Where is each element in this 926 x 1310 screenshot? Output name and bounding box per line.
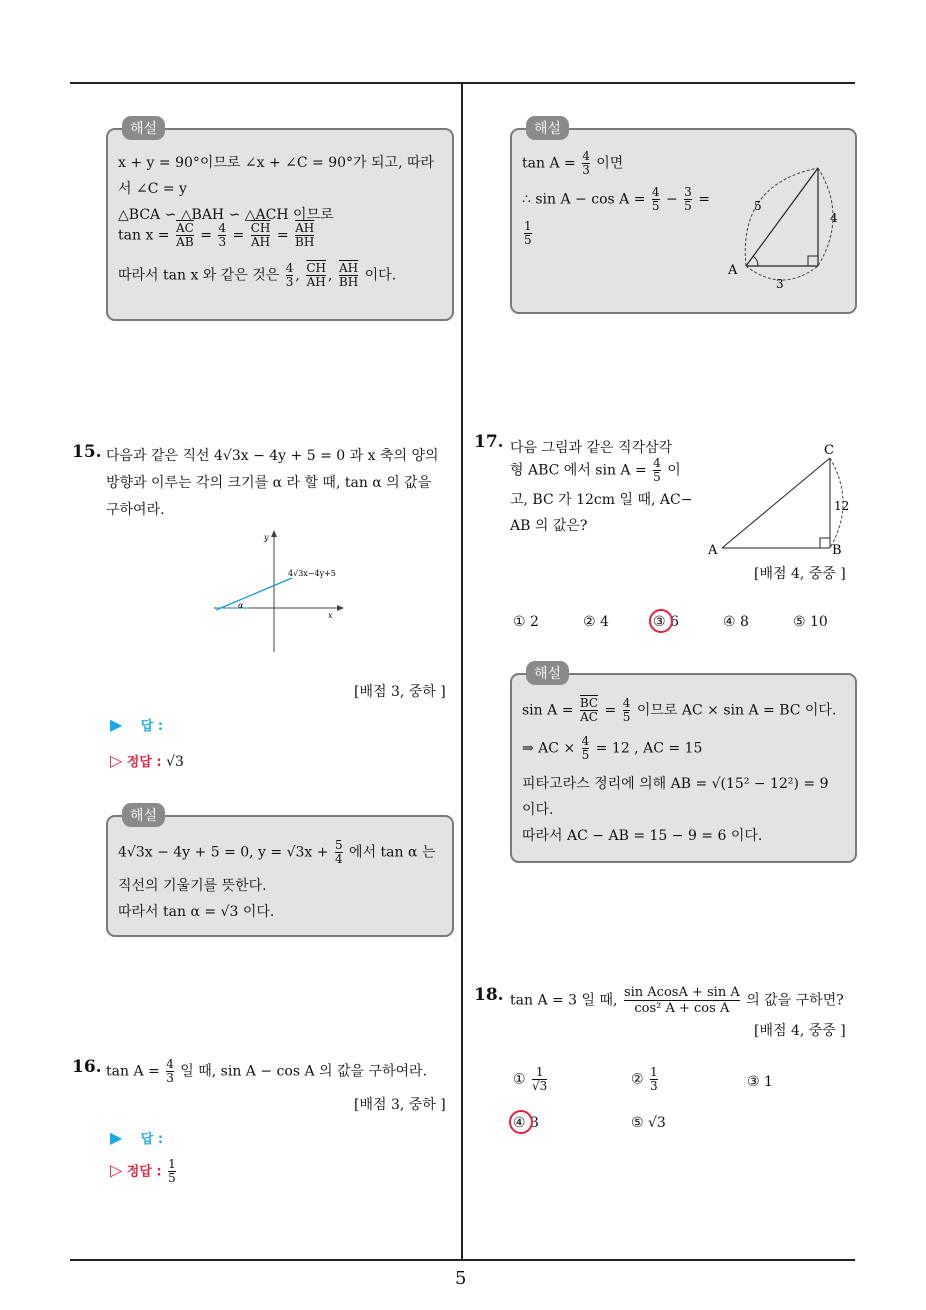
fraction: $\frac{1}{5}$ xyxy=(524,219,532,247)
q18-text: tan A = 3 일 때, $\frac{\text{sin AcosA + sin A}}{\text{cos² A + cos A}}$ 의 값을 구하면? xyxy=(510,985,844,1016)
q16-sol-line3 xyxy=(522,220,534,247)
question-number: 15. xyxy=(72,442,102,462)
option-5[interactable]: ⑤ 10 xyxy=(793,614,828,630)
q14-sol-line2: 서 ∠C = y xyxy=(118,181,187,197)
vertex-c-label: C xyxy=(824,443,834,458)
fraction: $\frac{3}{5}$ xyxy=(684,185,692,213)
correct-label: 정답 : xyxy=(126,1164,162,1180)
vertex-label: A xyxy=(728,263,738,278)
q14-sol-line4: tan x = $\frac{\overline{AC}}{AB}$ = $\frac{4}{3}$ = $\frac{\overline{CH}}{AH}$ = $\frac{\overline{AH}}{BH}$ xyxy=(118,221,315,249)
q17-sol-line1: sin A = $\frac{\overline{BC}}{AC}$ = $\frac{4}{5}$ 이므로 AC × sin A = BC 이다. xyxy=(522,696,837,724)
q17-sol-line5: 따라서 AC − AB = 15 − 9 = 6 이다. xyxy=(522,828,763,844)
selected-answer-circle xyxy=(509,1110,533,1134)
x-axis-label: x xyxy=(328,611,333,620)
fraction: $\frac{\overline{CH}}{AH}$ xyxy=(250,221,271,249)
fraction: $\frac{4}{3}$ xyxy=(582,149,590,177)
correct-value: $\frac{1}{5}$ xyxy=(168,1157,176,1185)
arrow-filled-icon: ▶ xyxy=(110,715,123,734)
q17-meta: [배점 4, 중중 ] xyxy=(754,566,846,582)
q15-solution-box xyxy=(106,808,454,937)
q14-sol-line5: 따라서 tan x 와 같은 것은 $\frac{4}{3}$ , $\frac{\overline{CH}}{AH}$ , $\frac{\overline{AH}}{BH}$ 이다. xyxy=(118,261,397,289)
q14-solution-box xyxy=(106,121,454,321)
q16-sol-line1: tan A = $\frac{4}{3}$ 이면 xyxy=(522,149,624,177)
q15-sol-line1: 4√3x − 4y + 5 = 0, y = √3x + $\frac{5}{4}$ 에서 tan α 는 xyxy=(118,838,436,866)
q15-sol-line2: 직선의 기울기를 뜻한다. xyxy=(118,878,267,894)
y-axis-label: y xyxy=(264,533,269,542)
q15-text-line1: 다음과 같은 직선 4√3x − 4y + 5 = 0 과 x 축의 양의 xyxy=(106,448,439,464)
fraction: $\frac{4}{5}$ xyxy=(653,456,661,484)
q15-graph xyxy=(210,528,360,658)
q17-text-line4: AB 의 값은? xyxy=(510,518,588,534)
solution-tag: 해설 xyxy=(526,116,569,140)
adjacent-label: 3 xyxy=(776,277,784,291)
fraction: $\frac{\overline{AH}}{BH}$ xyxy=(295,221,315,249)
answer-label: 답 : xyxy=(140,1132,164,1147)
solution-tag: 해설 xyxy=(122,803,165,827)
line-equation-label: 4√3x−4y+5 xyxy=(288,569,336,578)
fraction: $\frac{\overline{CH}}{AH}$ xyxy=(306,261,326,289)
tan-x-prefix: tan x = xyxy=(118,227,170,244)
answer-row xyxy=(110,1128,163,1147)
fraction: $\frac{4}{3}$ xyxy=(166,1057,174,1085)
fraction: $\frac{4}{3}$ xyxy=(218,221,227,249)
vertex-b-label: B xyxy=(832,543,842,558)
correct-answer-row xyxy=(110,751,184,770)
correct-value: √3 xyxy=(166,754,184,770)
q16-solution-box xyxy=(510,121,857,314)
question-number: 18. xyxy=(474,985,504,1005)
arrow-outline-icon: ▷ xyxy=(110,1160,123,1180)
fraction: $\frac{\overline{BC}}{AC}$ xyxy=(579,696,599,724)
option-4[interactable]: ④ 8 xyxy=(723,614,749,630)
option-4[interactable]: ④ 3 xyxy=(513,1115,539,1131)
solution-tag: 해설 xyxy=(122,116,165,140)
q16-sol-line2: ∴ sin A − cos A = $\frac{4}{5}$ − $\frac{3}{5}$ = xyxy=(522,185,710,213)
fraction: $\frac{1}{3}$ xyxy=(650,1065,658,1093)
question-number: 17. xyxy=(474,432,504,452)
fraction: $\frac{\overline{AH}}{BH}$ xyxy=(338,261,359,289)
opposite-label: 4 xyxy=(830,211,838,225)
q17-sol-line2: ⇒ AC × $\frac{4}{5}$ = 12 , AC = 15 xyxy=(522,734,703,762)
option-marker: ① xyxy=(513,1071,526,1088)
q15-sol-line3: 따라서 tan α = √3 이다. xyxy=(118,904,275,920)
option-5[interactable]: ⑤ √3 xyxy=(631,1115,666,1131)
column-divider xyxy=(461,84,463,1260)
q16-meta: [배점 3, 중하 ] xyxy=(354,1097,446,1113)
solution-tag: 해설 xyxy=(526,661,569,685)
option-2[interactable] xyxy=(631,1066,660,1093)
correct-label: 정답 : xyxy=(126,755,162,770)
correct-answer-row xyxy=(110,1158,178,1185)
fraction: $\frac{4}{5}$ xyxy=(651,185,660,213)
q17-text-line2: 형 ABC 에서 sin A = $\frac{4}{5}$ 이 xyxy=(510,456,681,484)
q17-sol-line3: 피타고라스 정리에 의해 AB = √(15² − 12²) = 9 xyxy=(522,776,829,792)
q15-meta: [배점 3, 중하 ] xyxy=(354,684,446,700)
fraction: $\frac{4}{5}$ xyxy=(622,696,631,724)
fraction: $\frac{1}{√3}$ xyxy=(532,1065,548,1093)
q17-sol-line4: 이다. xyxy=(522,802,554,818)
question-number: 16. xyxy=(72,1057,102,1077)
arrow-outline-icon: ▷ xyxy=(110,751,123,770)
triangle-abc-figure xyxy=(704,438,856,562)
bottom-rule xyxy=(70,1259,855,1261)
option-1[interactable]: ① 2 xyxy=(513,614,539,630)
answer-label: 답 : xyxy=(140,719,164,734)
answer-row xyxy=(110,715,163,734)
hypotenuse-label: 5 xyxy=(754,199,762,213)
q14-sol-line1: x + y = 90°이므로 ∠x + ∠C = 90°가 되고, 따라 xyxy=(118,155,435,171)
option-3[interactable]: ③ 1 xyxy=(747,1074,773,1090)
fraction: $\frac{\overline{AC}}{AB}$ xyxy=(175,221,194,249)
selected-answer-circle xyxy=(649,609,673,633)
option-3[interactable]: ③ 6 xyxy=(653,614,679,630)
option-marker: ② xyxy=(631,1071,644,1088)
q15-text-line2: 방향과 이루는 각의 크기를 α 라 할 때, tan α 의 값을 xyxy=(106,475,432,491)
q17-text-line3: 고, BC 가 12cm 일 때, AC− xyxy=(510,492,693,508)
side-bc-label: 12 xyxy=(834,499,850,513)
fraction: $\frac{4}{5}$ xyxy=(581,734,590,762)
option-2[interactable]: ② 4 xyxy=(583,614,609,630)
q18-meta: [배점 4, 중중 ] xyxy=(754,1023,846,1039)
q17-solution-box xyxy=(510,666,857,863)
right-triangle-figure xyxy=(718,154,848,292)
q16-text: tan A = $\frac{4}{3}$ 일 때, sin A − cos A 의 값을 구하여라. xyxy=(106,1057,428,1085)
page-number: 5 xyxy=(455,1268,467,1289)
q17-text-line1: 다음 그림과 같은 직각삼각 xyxy=(510,440,673,456)
arrow-filled-icon: ▶ xyxy=(110,1128,123,1147)
angle-label: α xyxy=(238,601,244,610)
fraction: $\frac{5}{4}$ xyxy=(334,838,343,866)
q15-text-line3: 구하여라. xyxy=(106,502,165,518)
q14-sol-line3: △BCA ∽ △BAH ∽ △ACH 이므로 xyxy=(118,207,334,223)
fraction: $\frac{\text{sin AcosA + sin A}}{\text{cos² A + cos A}}$ xyxy=(623,985,740,1016)
fraction: $\frac{4}{3}$ xyxy=(285,261,294,289)
option-1[interactable] xyxy=(513,1066,549,1093)
vertex-a-label: A xyxy=(708,543,718,558)
